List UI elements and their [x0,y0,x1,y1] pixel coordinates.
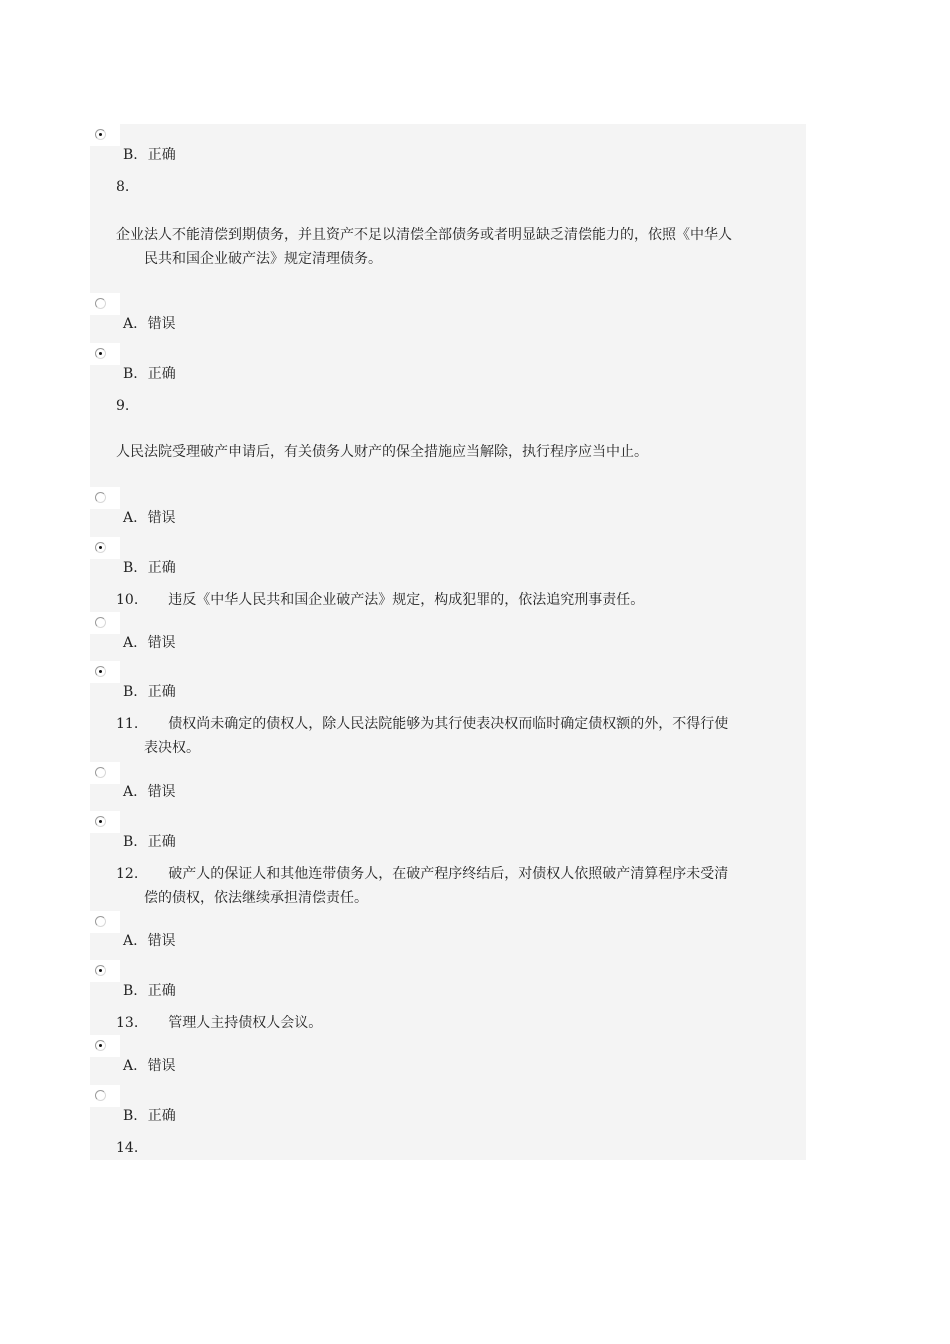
q13-option-b-letter: B. [123,1108,138,1124]
q9-option-a-radio[interactable] [95,492,106,503]
q9-option-b-radio[interactable] [95,542,106,553]
q8-number: 8. [116,179,130,195]
q13-option-a-radio[interactable] [95,1040,106,1051]
q10-row [116,590,644,610]
q7-option-b-letter: B. [123,147,138,163]
q9-option-b-letter: B. [123,560,138,576]
q9-option-b [123,558,176,578]
q8-option-b-text: 正确 [147,366,176,382]
q8-text-line2: 民共和国企业破产法》规定清理债务。 [144,251,382,267]
q12-option-b-radio[interactable] [95,965,106,976]
q12-number: 12. [116,866,139,882]
q13-option-b-radio[interactable] [95,1090,106,1101]
q10-option-a-radio[interactable] [95,617,106,628]
q7-option-b-text: 正确 [147,147,176,163]
q8-option-a-letter: A. [123,316,138,332]
q12-option-b [123,981,176,1001]
q8-option-a [123,314,176,334]
q10-option-b [123,682,176,702]
q11-text-line2: 表决权。 [144,740,200,756]
q13-number: 13. [116,1015,139,1031]
q14-number: 14. [116,1140,139,1156]
q11-option-a [123,782,176,802]
q10-option-a-text: 错误 [147,635,176,651]
q10-question-text: 违反《中华人民共和国企业破产法》规定，构成犯罪的，依法追究刑事责任。 [168,592,645,608]
q9-option-b-text: 正确 [147,560,176,576]
q8-text-line1: 企业法人不能清偿到期债务，并且资产不足以清偿全部债务或者明显缺乏清偿能力的，依照《中华人 [116,227,732,243]
q8-question-text [116,223,810,271]
q10-option-b-radio[interactable] [95,666,106,677]
q7-option-b [123,145,176,165]
q12-question [116,862,810,910]
q13-option-a-text: 错误 [147,1058,176,1074]
q10-number: 10. [116,592,139,608]
q10-option-a [123,633,176,653]
q12-option-a [123,931,176,951]
q9-option-a-text: 错误 [147,510,176,526]
q13-option-b-text: 正确 [147,1108,176,1124]
q11-option-a-text: 错误 [147,784,176,800]
q11-question [116,712,810,760]
q12-option-a-radio[interactable] [95,916,106,927]
q12-option-b-letter: B. [123,983,138,999]
q13-option-a-letter: A. [123,1058,138,1074]
q10-option-b-letter: B. [123,684,138,700]
q8-option-b [123,364,176,384]
q11-number: 11. [116,716,139,732]
q13-option-b [123,1106,176,1126]
q10-option-b-text: 正确 [147,684,176,700]
q9-option-a [123,508,176,528]
q7-option-b-radio[interactable] [95,129,106,140]
q9-number: 9. [116,398,130,414]
q13-option-a [123,1056,176,1076]
q8-option-a-radio[interactable] [95,298,106,309]
q12-text-line1: 破产人的保证人和其他连带债务人，在破产程序终结后，对债权人依照破产清算程序未受清 [168,866,729,882]
quiz-panel [90,124,806,1160]
q13-question-text: 管理人主持债权人会议。 [168,1015,323,1031]
q11-option-b-letter: B. [123,834,138,850]
q11-option-a-radio[interactable] [95,767,106,778]
q9-option-a-letter: A. [123,510,138,526]
q8-option-a-text: 错误 [147,316,176,332]
q12-option-b-text: 正确 [147,983,176,999]
q11-option-a-letter: A. [123,784,138,800]
q8-option-b-radio[interactable] [95,348,106,359]
q11-text-line1: 债权尚未确定的债权人，除人民法院能够为其行使表决权而临时确定债权额的外，不得行使 [168,716,729,732]
q8-option-b-letter: B. [123,366,138,382]
q13-row [116,1013,322,1033]
q12-option-a-text: 错误 [147,933,176,949]
q9-question-text: 人民法院受理破产申请后，有关债务人财产的保全措施应当解除，执行程序应当中止。 [116,444,648,460]
q11-option-b-text: 正确 [147,834,176,850]
q11-option-b [123,832,176,852]
q12-text-line2: 偿的债权，依法继续承担清偿责任。 [144,890,368,906]
q11-option-b-radio[interactable] [95,816,106,827]
q12-option-a-letter: A. [123,933,138,949]
q10-option-a-letter: A. [123,635,138,651]
